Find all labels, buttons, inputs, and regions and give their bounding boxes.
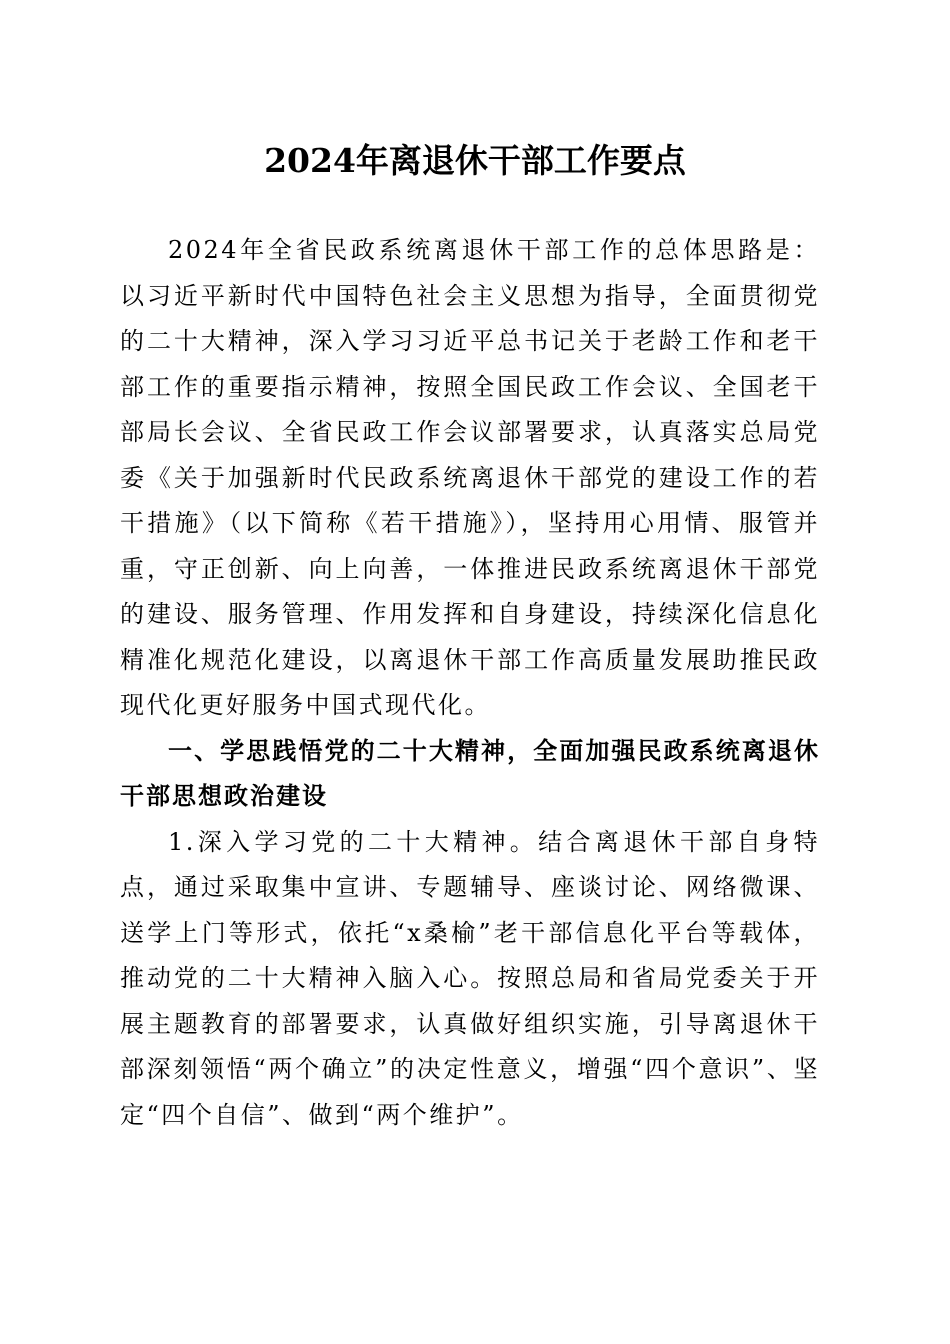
section-heading-1: 一、学思践悟党的二十大精神，全面加强民政系统离退休干部思想政治建设 (120, 736, 820, 810)
document-title: 2024年离退休干部工作要点 (264, 141, 686, 180)
document-body (120, 228, 820, 1138)
item-paragraph-1: 1.深入学习党的二十大精神。结合离退休干部自身特点，通过采取集中宣讲、专题辅导、座谈讨论、网络微课、送学上门等形式，依托“x桑榆”老干部信息化平台等载体，推动党的二十大精神入脑入心。按照总局和省局党委关于开展主题教育的部署要求，认真做好组织实施，引导离退休干部深刻领悟“两个确立”的决定性意义，增强“四个意识”、坚定“四个自信”、做到“两个维护”。 (120, 827, 820, 1129)
intro-paragraph: 2024年全省民政系统离退休干部工作的总体思路是：以习近平新时代中国特色社会主义思想为指导，全面贯彻党的二十大精神，深入学习习近平总书记关于老龄工作和老干部工作的重要指示精神，按照全国民政工作会议、全国老干部局长会议、全省民政工作会议部署要求，认真落实总局党委《关于加强新时代民政系统离退休干部党的建设工作的若干措施》（以下简称《若干措施》），坚持用心用情、服管并重，守正创新、向上向善，一体推进民政系统离退休干部党的建设、服务管理、作用发挥和自身建设，持续深化信息化精准化规范化建设，以离退休干部工作高质量发展助推民政现代化更好服务中国式现代化。 (120, 236, 820, 719)
